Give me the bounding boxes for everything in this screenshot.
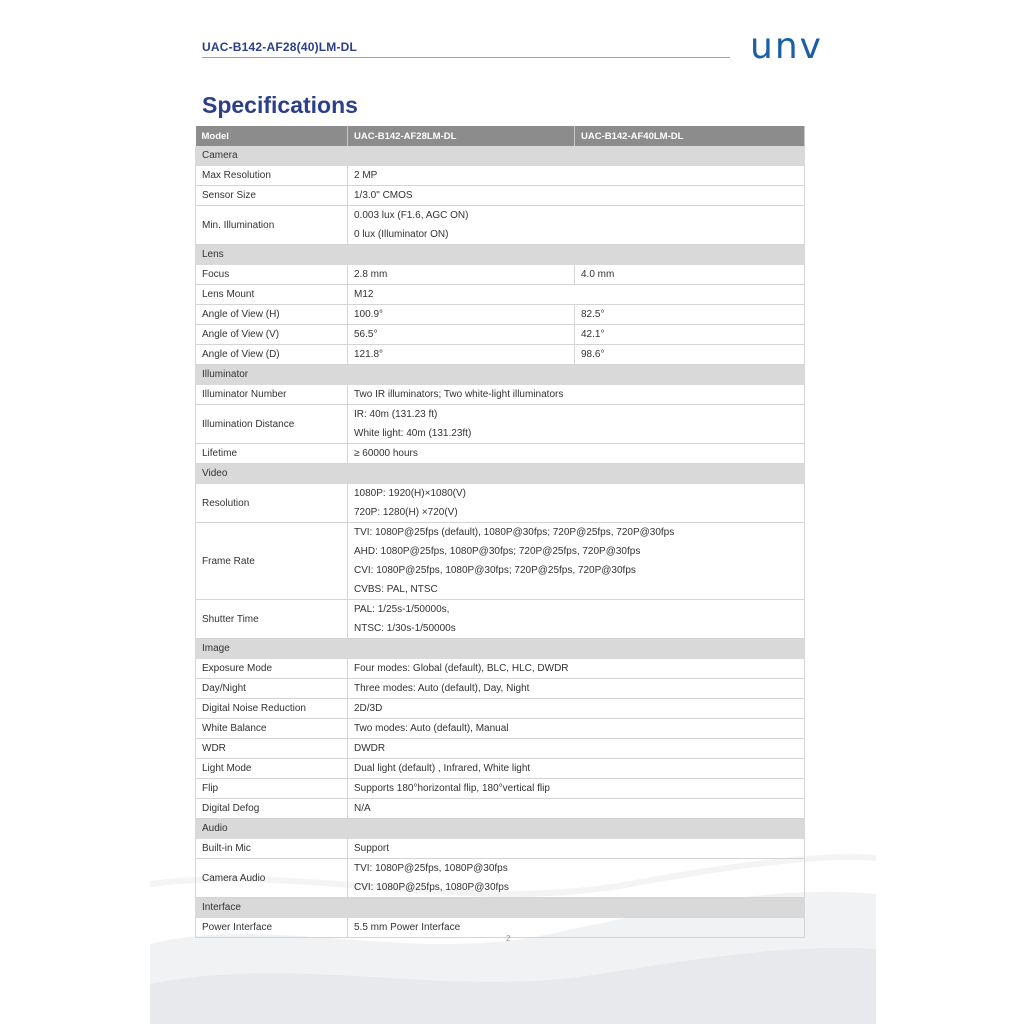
section-title: Audio <box>196 819 805 839</box>
spec-value-af40: 98.6° <box>575 345 805 365</box>
spec-value-line: 2 MP <box>354 170 378 181</box>
spec-value-line: 1/3.0" CMOS <box>354 190 413 201</box>
spec-value-line: CVI: 1080P@25fps, 1080P@30fps; 720P@25fps, 720P@30fps <box>354 565 636 576</box>
spec-value <box>348 859 805 898</box>
spec-label: Max Resolution <box>196 166 348 186</box>
spec-value-line: PAL: 1/25s-1/50000s, <box>354 604 450 615</box>
table-row <box>196 759 805 779</box>
spec-value-line: 0.003 lux (F1.6, AGC ON) <box>354 210 469 221</box>
spec-label: Lifetime <box>196 444 348 464</box>
document-page <box>150 0 876 1024</box>
spec-label: Power Interface <box>196 918 348 938</box>
spec-label: Angle of View (D) <box>196 345 348 365</box>
spec-value-af28: 100.9° <box>348 305 575 325</box>
header-rule <box>202 57 730 58</box>
table-row <box>196 523 805 600</box>
table-row <box>196 405 805 444</box>
spec-value-line: CVI: 1080P@25fps, 1080P@30fps <box>354 882 509 893</box>
spec-value <box>348 405 805 444</box>
spec-label: Lens Mount <box>196 285 348 305</box>
section-row <box>196 365 805 385</box>
table-row <box>196 679 805 699</box>
spec-label: Min. Illumination <box>196 206 348 245</box>
spec-value <box>348 166 805 186</box>
spec-value-line: 720P: 1280(H) ×720(V) <box>354 507 458 518</box>
spec-value <box>348 779 805 799</box>
spec-value-af40: 42.1° <box>575 325 805 345</box>
spec-value-line: N/A <box>354 803 371 814</box>
table-row <box>196 305 805 325</box>
spec-label: Angle of View (H) <box>196 305 348 325</box>
spec-value-line: White light: 40m (131.23ft) <box>354 428 472 439</box>
spec-value <box>348 699 805 719</box>
spec-label: Resolution <box>196 484 348 523</box>
section-row <box>196 146 805 166</box>
table-body <box>196 146 805 938</box>
spec-value-line: 5.5 mm Power Interface <box>354 922 461 933</box>
spec-value <box>348 739 805 759</box>
table-row <box>196 779 805 799</box>
table-row <box>196 719 805 739</box>
spec-value-af40: 82.5° <box>575 305 805 325</box>
section-title: Camera <box>196 146 805 166</box>
spec-label: Frame Rate <box>196 523 348 600</box>
section-title: Illuminator <box>196 365 805 385</box>
table-row <box>196 699 805 719</box>
spec-value-line: ≥ 60000 hours <box>354 448 418 459</box>
spec-label: Camera Audio <box>196 859 348 898</box>
section-title: Lens <box>196 245 805 265</box>
unv-logo: unv <box>750 26 823 67</box>
document-title: UAC-B142-AF28(40)LM-DL <box>202 40 358 54</box>
section-title: Interface <box>196 898 805 918</box>
spec-value <box>348 206 805 245</box>
spec-value-line: AHD: 1080P@25fps, 1080P@30fps; 720P@25fps, 720P@30fps <box>354 546 641 557</box>
spec-value-line: DWDR <box>354 743 386 754</box>
table-row <box>196 325 805 345</box>
spec-value-line: IR: 40m (131.23 ft) <box>354 409 438 420</box>
table-row <box>196 799 805 819</box>
spec-label: Flip <box>196 779 348 799</box>
spec-value-line: Dual light (default) , Infrared, White light <box>354 763 531 774</box>
table-row <box>196 484 805 523</box>
spec-label: Angle of View (V) <box>196 325 348 345</box>
spec-value <box>348 285 805 305</box>
spec-value-af28: 121.8° <box>348 345 575 365</box>
spec-value <box>348 839 805 859</box>
table-row <box>196 600 805 639</box>
spec-label: Illuminator Number <box>196 385 348 405</box>
column-header: Model <box>196 126 348 146</box>
spec-value <box>348 484 805 523</box>
spec-value <box>348 444 805 464</box>
spec-value-line: CVBS: PAL, NTSC <box>354 584 438 595</box>
table-row <box>196 166 805 186</box>
table-row <box>196 918 805 938</box>
spec-value-line: Four modes: Global (default), BLC, HLC, DWDR <box>354 663 569 674</box>
spec-label: Digital Noise Reduction <box>196 699 348 719</box>
spec-value <box>348 385 805 405</box>
spec-label: Focus <box>196 265 348 285</box>
specifications-table <box>195 126 805 938</box>
spec-label: Shutter Time <box>196 600 348 639</box>
spec-value-line: M12 <box>354 289 374 300</box>
spec-value-line: Three modes: Auto (default), Day, Night <box>354 683 530 694</box>
table-row <box>196 385 805 405</box>
page-heading: Specifications <box>202 92 358 118</box>
column-header: UAC-B142-AF40LM-DL <box>575 126 805 146</box>
spec-label: White Balance <box>196 719 348 739</box>
spec-label: Light Mode <box>196 759 348 779</box>
spec-value-af28: 2.8 mm <box>348 265 575 285</box>
spec-value <box>348 719 805 739</box>
column-header: UAC-B142-AF28LM-DL <box>348 126 575 146</box>
spec-value-line: 1080P: 1920(H)×1080(V) <box>354 488 467 499</box>
spec-value <box>348 679 805 699</box>
section-row <box>196 898 805 918</box>
page-number: 2 <box>506 934 511 943</box>
table-row <box>196 186 805 206</box>
table-row <box>196 444 805 464</box>
table-row <box>196 265 805 285</box>
spec-value <box>348 799 805 819</box>
spec-value-line: Two IR illuminators; Two white-light illuminators <box>354 389 564 400</box>
spec-label: Illumination Distance <box>196 405 348 444</box>
spec-value-af40: 4.0 mm <box>575 265 805 285</box>
section-title: Image <box>196 639 805 659</box>
table-header-row <box>196 126 805 146</box>
table-row <box>196 659 805 679</box>
section-row <box>196 464 805 484</box>
section-title: Video <box>196 464 805 484</box>
spec-value <box>348 918 805 938</box>
spec-value-line: NTSC: 1/30s-1/50000s <box>354 623 456 634</box>
spec-value-line: 2D/3D <box>354 703 383 714</box>
spec-value <box>348 659 805 679</box>
spec-value <box>348 523 805 600</box>
spec-label: Sensor Size <box>196 186 348 206</box>
spec-value-line: 0 lux (Illuminator ON) <box>354 229 449 240</box>
spec-value-line: Supports 180°horizontal flip, 180°vertical flip <box>354 783 550 794</box>
table-row <box>196 345 805 365</box>
spec-label: Day/Night <box>196 679 348 699</box>
spec-value <box>348 759 805 779</box>
spec-label: Digital Defog <box>196 799 348 819</box>
table-row <box>196 285 805 305</box>
spec-label: WDR <box>196 739 348 759</box>
spec-value-line: Support <box>354 843 390 854</box>
spec-value-line: TVI: 1080P@25fps, 1080P@30fps <box>354 863 508 874</box>
spec-value <box>348 600 805 639</box>
spec-value-line: Two modes: Auto (default), Manual <box>354 723 509 734</box>
table-row <box>196 206 805 245</box>
section-row <box>196 245 805 265</box>
section-row <box>196 819 805 839</box>
section-row <box>196 639 805 659</box>
spec-label: Exposure Mode <box>196 659 348 679</box>
table-row <box>196 859 805 898</box>
table-row <box>196 839 805 859</box>
spec-value-line: TVI: 1080P@25fps (default), 1080P@30fps; 720P@25fps, 720P@30fps <box>354 527 675 538</box>
table-row <box>196 739 805 759</box>
spec-value <box>348 186 805 206</box>
spec-label: Built-in Mic <box>196 839 348 859</box>
spec-value-af28: 56.5° <box>348 325 575 345</box>
